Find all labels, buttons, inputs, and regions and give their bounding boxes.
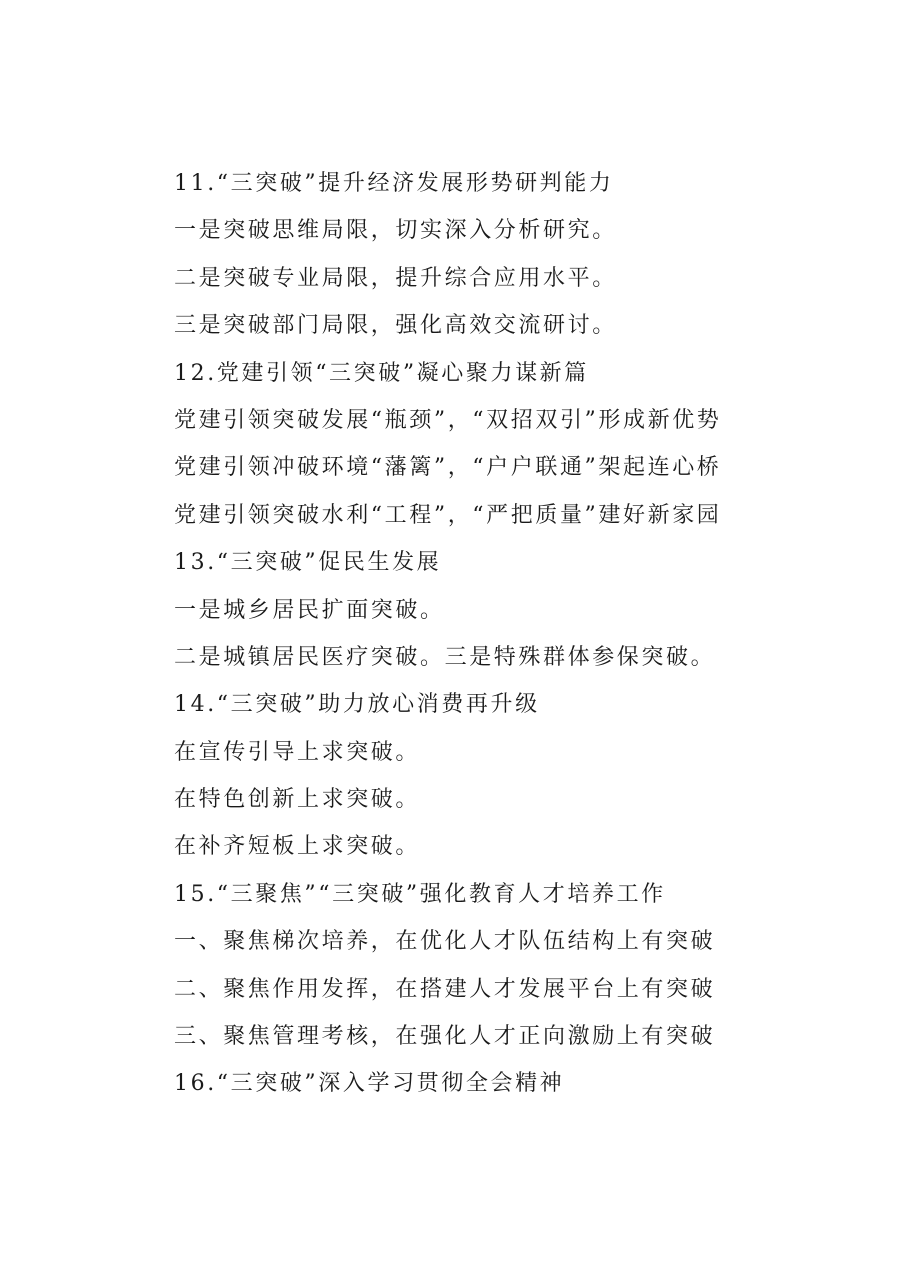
heading-11: 11.“三突破”提升经济发展形势研判能力 <box>174 171 614 196</box>
paragraph-line: 三是突破部门局限，强化高效交流研讨。 <box>174 313 617 339</box>
heading-14: 14.“三突破”助力放心消费再升级 <box>174 692 540 718</box>
paragraph-line: 一是城乡居民扩面突破。 <box>174 597 445 623</box>
paragraph-line: 一是突破思维局限，切实深入分析研究。 <box>174 218 617 244</box>
paragraph-line: 二是突破专业局限，提升综合应用水平。 <box>174 265 617 291</box>
paragraph-line: 在宣传引导上求突破。 <box>174 739 421 765</box>
paragraph-line: 党建引领突破发展“瓶颈”，“双招双引”形成新优势 <box>174 407 722 433</box>
document-body <box>174 164 874 1112</box>
heading-13: 13.“三突破”促民生发展 <box>174 550 442 576</box>
paragraph-line: 一、聚焦梯次培养，在优化人才队伍结构上有突破 <box>174 929 716 955</box>
heading-16: 16.“三突破”深入学习贯彻全会精神 <box>174 1071 565 1097</box>
paragraph-line: 二是城镇居民医疗突破。三是特殊群体参保突破。 <box>174 644 716 670</box>
paragraph-line: 党建引领冲破环境“藩篱”，“户户联通”架起连心桥 <box>174 455 722 481</box>
paragraph-line: 二、聚焦作用发挥，在搭建人才发展平台上有突破 <box>174 976 716 1002</box>
paragraph-line: 党建引领突破水利“工程”，“严把质量”建好新家园 <box>174 502 722 528</box>
paragraph-line: 三、聚焦管理考核，在强化人才正向激励上有突破 <box>174 1024 716 1050</box>
paragraph-line: 在特色创新上求突破。 <box>174 787 421 813</box>
paragraph-line: 在补齐短板上求突破。 <box>174 834 421 860</box>
heading-15: 15.“三聚焦”“三突破”强化教育人才培养工作 <box>174 881 666 907</box>
heading-12: 12.党建引领“三突破”凝心聚力谋新篇 <box>174 360 589 386</box>
